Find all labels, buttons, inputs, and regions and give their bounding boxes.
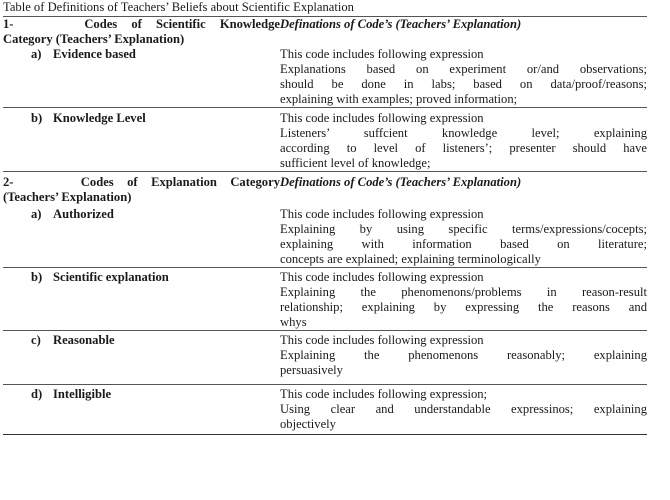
section-header-left [3,172,280,206]
code-definition: This code includes following expression Explaining the phenomenons reasonably; explaining persuasively [280,331,647,385]
code-label: d) Intelligible [3,385,280,435]
table-row [3,385,647,435]
table-row [3,47,647,108]
table-row [3,331,647,385]
section-header-row [3,172,647,206]
code-label: a) Evidence based [3,47,280,108]
table-caption: Table of Definitions of Teachers’ Beliefs about Scientific Explanation [3,0,354,14]
section-header-line1: 1- Codes of Scientific Knowledge [3,17,281,31]
section-header-row [3,17,647,48]
table-row [3,108,647,172]
code-label: b) Scientific explanation [3,268,280,331]
section-header-line2: Category (Teachers’ Explanation) [3,32,185,46]
section-header-line1: 2- Codes of Explanation Category [3,175,280,189]
table-row [3,268,647,331]
code-definition: This code includes following expression Explanations based on experiment or/and observations; should be done in labs; based on data/proof/reasons; explaining with examples; proved information; [280,47,647,106]
codes-table [3,16,647,435]
code-definition: This code includes following expression Explaining by using specific terms/expressions/cocepts; explaining with information based on literature; concepts are explained; explaining terminologically [280,207,647,266]
section-header-line2: (Teachers’ Explanation) [3,190,132,204]
code-definition: This code includes following expression Explaining the phenomenons/problems in reason-result relationship; explaining by expressing the reasons and whys [280,268,647,331]
section-header-right: Definations of Code’s (Teachers’ Explanation) [280,175,522,189]
code-label: b) Knowledge Level [3,108,280,172]
code-label: a) Authorized [3,205,280,268]
code-label: c) Reasonable [3,331,280,385]
section-header-left [3,17,280,48]
table-row [3,205,647,268]
code-definition: This code includes following expression; Using clear and understandable expressinos; explaining objectively [280,385,647,435]
section-header-right: Definations of Code’s (Teachers’ Explanation) [280,17,647,48]
code-definition: This code includes following expression Listeners’ suffcient knowledge level; explaining according to level of listeners’; presenter should have sufficient level of knowledge; [280,108,647,172]
